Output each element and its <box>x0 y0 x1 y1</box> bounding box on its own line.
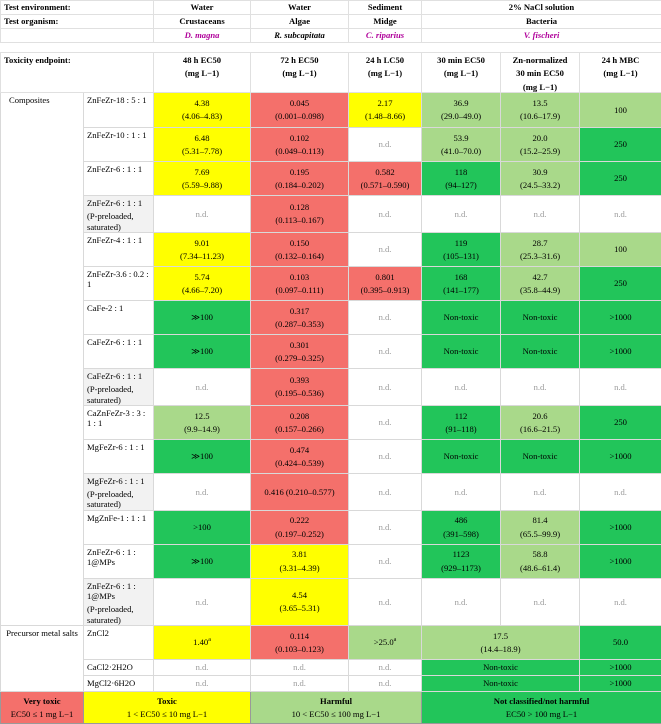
sample-name: ZnFeZr-6 : 1 : 1@MPs (P-preloaded, saturated) <box>84 578 154 625</box>
org-midge: Midge <box>349 15 422 29</box>
value-cell: Non-toxic <box>422 334 501 368</box>
value-cell: 119 (105–131) <box>422 232 501 266</box>
env-water-2: Water <box>251 1 349 15</box>
value-cell: 2.17 (1.48–8.66) <box>349 92 422 127</box>
sample-name: ZnFeZr-6 : 1 : 1 <box>84 161 154 195</box>
value-cell: n.d. <box>154 368 251 405</box>
value-cell: 7.69 (5.59–9.88) <box>154 161 251 195</box>
group-label-composites: Composites <box>1 92 84 625</box>
value-cell: 168 (141–177) <box>422 266 501 300</box>
value-cell: 0.801 (0.395–0.913) <box>349 266 422 300</box>
value-cell: ≫100 <box>154 439 251 473</box>
value-cell: 0.582 (0.571–0.590) <box>349 161 422 195</box>
value-cell: ≫100 <box>154 334 251 368</box>
sample-name: ZnFeZr-10 : 1 : 1 <box>84 127 154 161</box>
table-row <box>1 266 661 300</box>
table-row <box>1 300 661 334</box>
value-cell: n.d. <box>349 368 422 405</box>
table-row <box>1 92 661 127</box>
table-row <box>1 626 661 660</box>
value-cell: n.d. <box>154 660 251 676</box>
value-cell: 0.114 (0.103–0.123) <box>251 626 349 660</box>
value-cell: 0.317 (0.287–0.353) <box>251 300 349 334</box>
value-cell: >1000 <box>580 676 661 692</box>
legend-very-toxic: Very toxic EC50 ≤ 1 mg L−1 <box>1 692 84 724</box>
value-cell: n.d. <box>251 676 349 692</box>
legend-harmful: Harmful 10 < EC50 ≤ 100 mg L−1 <box>251 692 422 724</box>
value-cell: 0.102 (0.049–0.113) <box>251 127 349 161</box>
endpoint-label: Toxicity endpoint: <box>1 53 154 93</box>
header-row-species <box>1 29 661 43</box>
table-row <box>1 195 661 232</box>
endpoint-24h-lc: 24 h LC50 (mg L−1) <box>349 53 422 93</box>
header-spacer <box>1 43 661 53</box>
table-row <box>1 405 661 439</box>
value-cell: n.d. <box>580 368 661 405</box>
value-cell: n.d. <box>154 676 251 692</box>
value-cell: >1000 <box>580 510 661 544</box>
value-cell: 9.01 (7.34–11.23) <box>154 232 251 266</box>
table-row <box>1 439 661 473</box>
table-row <box>1 232 661 266</box>
value-cell: 17.5 (14.4–18.9) <box>422 626 580 660</box>
endpoint-24h-mbc: 24 h MBC (mg L−1) <box>580 53 661 93</box>
value-cell: ≫100 <box>154 544 251 578</box>
table-row <box>1 161 661 195</box>
value-cell: 28.7 (25.3–31.6) <box>501 232 580 266</box>
value-cell: >1000 <box>580 334 661 368</box>
sample-name: ZnFeZr-6 : 1 : 1@MPs <box>84 544 154 578</box>
value-cell: n.d. <box>154 195 251 232</box>
value-cell: 50.0 <box>580 626 661 660</box>
sample-name: MgFeZr-6 : 1 : 1 (P-preloaded, saturated) <box>84 473 154 510</box>
value-cell: 0.045 (0.001–0.098) <box>251 92 349 127</box>
value-cell: >1000 <box>580 660 661 676</box>
value-cell: Non-toxic <box>501 300 580 334</box>
value-cell: Non-toxic <box>501 439 580 473</box>
value-cell: n.d. <box>580 473 661 510</box>
value-cell: 42.7 (35.8–44.9) <box>501 266 580 300</box>
value-cell: 4.54 (3.65–5.31) <box>251 578 349 625</box>
sample-name: CaFe-2 : 1 <box>84 300 154 334</box>
table-row <box>1 578 661 625</box>
value-cell: Non-toxic <box>422 660 580 676</box>
env-label: Test environment: <box>1 1 154 15</box>
sample-name: MgZnFe-1 : 1 : 1 <box>84 510 154 544</box>
value-cell: n.d. <box>349 439 422 473</box>
env-nacl: 2% NaCl solution <box>422 1 661 15</box>
org-algae: Algae <box>251 15 349 29</box>
value-cell: Non-toxic <box>422 300 501 334</box>
value-cell: 36.9 (29.0–49.0) <box>422 92 501 127</box>
table-row <box>1 660 661 676</box>
table-row <box>1 473 661 510</box>
header-row-organism <box>1 15 661 29</box>
value-cell: >1000 <box>580 439 661 473</box>
value-cell: n.d. <box>501 195 580 232</box>
table-row <box>1 127 661 161</box>
endpoint-zn-normalized: Zn-normalized 30 min EC50 (mg L−1) <box>501 53 580 93</box>
value-cell: n.d. <box>251 660 349 676</box>
endpoint-72h: 72 h EC50 (mg L−1) <box>251 53 349 93</box>
value-cell: n.d. <box>349 473 422 510</box>
value-cell: >100 <box>154 510 251 544</box>
value-cell: 53.9 (41.0–70.0) <box>422 127 501 161</box>
sample-name: MgFeZr-6 : 1 : 1 <box>84 439 154 473</box>
value-cell: n.d. <box>349 660 422 676</box>
value-cell: 1.40$^a$ <box>154 626 251 660</box>
species-r-subcapitata: R. subcapitata <box>251 29 349 43</box>
value-cell: 1123 (929–1173) <box>422 544 501 578</box>
env-water-1: Water <box>154 1 251 15</box>
value-cell: 4.38 (4.06–4.83) <box>154 92 251 127</box>
table-row <box>1 334 661 368</box>
value-cell: 250 <box>580 405 661 439</box>
sample-name: CaFeZr-6 : 1 : 1 <box>84 334 154 368</box>
value-cell: 0.208 (0.157–0.266) <box>251 405 349 439</box>
value-cell: 100 <box>580 92 661 127</box>
value-cell: 3.81 (3.31–4.39) <box>251 544 349 578</box>
value-cell: n.d. <box>422 473 501 510</box>
value-cell: 30.9 (24.5–33.2) <box>501 161 580 195</box>
value-cell: n.d. <box>349 127 422 161</box>
header-row-endpoint <box>1 53 661 93</box>
sample-name: ZnFeZr-3.6 : 0.2 : 1 <box>84 266 154 300</box>
value-cell: n.d. <box>580 195 661 232</box>
sample-name: ZnFeZr-6 : 1 : 1 (P-preloaded, saturated) <box>84 195 154 232</box>
value-cell: n.d. <box>349 405 422 439</box>
group-label-precursor: Precursor metal salts <box>1 626 84 692</box>
value-cell: ≫100 <box>154 300 251 334</box>
value-cell: n.d. <box>501 368 580 405</box>
value-cell: 0.393 (0.195–0.536) <box>251 368 349 405</box>
sample-name: ZnFeZr-4 : 1 : 1 <box>84 232 154 266</box>
org-bacteria: Bacteria <box>422 15 661 29</box>
value-cell: n.d. <box>580 578 661 625</box>
value-cell: 0.474 (0.424–0.539) <box>251 439 349 473</box>
salt-name: CaCl2·2H2O <box>84 660 154 676</box>
value-cell: 5.74 (4.66–7.20) <box>154 266 251 300</box>
value-cell: 0.150 (0.132–0.164) <box>251 232 349 266</box>
value-cell: n.d. <box>349 195 422 232</box>
value-cell: Non-toxic <box>422 676 580 692</box>
value-cell: 100 <box>580 232 661 266</box>
header-row-environment <box>1 1 661 15</box>
value-cell: n.d. <box>422 578 501 625</box>
legend-not-classified: Not classified/not harmful EC50 > 100 mg L−1 <box>422 692 661 724</box>
sample-name: CaZnFeZr-3 : 3 : 1 : 1 <box>84 405 154 439</box>
value-cell: >1000 <box>580 544 661 578</box>
value-cell: n.d. <box>349 510 422 544</box>
value-cell: n.d. <box>349 676 422 692</box>
value-cell: 20.0 (15.2–25.9) <box>501 127 580 161</box>
value-cell: 81.4 (65.5–99.9) <box>501 510 580 544</box>
value-cell: 58.8 (48.6–61.4) <box>501 544 580 578</box>
value-cell: 250 <box>580 161 661 195</box>
value-cell: 13.5 (10.6–17.9) <box>501 92 580 127</box>
species-d-magna: D. magna <box>154 29 251 43</box>
table-row <box>1 368 661 405</box>
value-cell: Non-toxic <box>501 334 580 368</box>
value-cell: 0.103 (0.097–0.111) <box>251 266 349 300</box>
value-cell: n.d. <box>154 473 251 510</box>
table-row <box>1 676 661 692</box>
value-cell: n.d. <box>349 232 422 266</box>
value-cell: 20.6 (16.6–21.5) <box>501 405 580 439</box>
table-row <box>1 544 661 578</box>
value-cell: Non-toxic <box>422 439 501 473</box>
legend-toxic: Toxic 1 < EC50 ≤ 10 mg L−1 <box>84 692 251 724</box>
endpoint-48h: 48 h EC50 (mg L−1) <box>154 53 251 93</box>
value-cell: 0.128 (0.113–0.167) <box>251 195 349 232</box>
value-cell: 250 <box>580 127 661 161</box>
value-cell: n.d. <box>349 300 422 334</box>
value-cell: 0.301 (0.279–0.325) <box>251 334 349 368</box>
value-cell: >25.0$^a$ <box>349 626 422 660</box>
sample-name: CaFeZr-6 : 1 : 1 (P-preloaded, saturated) <box>84 368 154 405</box>
legend-row <box>1 692 661 724</box>
value-cell: 6.48 (5.31–7.78) <box>154 127 251 161</box>
value-cell: 118 (94–127) <box>422 161 501 195</box>
env-sediment: Sediment <box>349 1 422 15</box>
table-row <box>1 510 661 544</box>
value-cell: n.d. <box>422 368 501 405</box>
value-cell: 486 (391–598) <box>422 510 501 544</box>
sample-name: ZnFeZr-18 : 5 : 1 <box>84 92 154 127</box>
species-v-fischeri: V. fischeri <box>422 29 661 43</box>
value-cell: n.d. <box>349 578 422 625</box>
org-label: Test organism: <box>1 15 154 29</box>
value-cell: 112 (91–118) <box>422 405 501 439</box>
value-cell: 250 <box>580 266 661 300</box>
value-cell: n.d. <box>501 473 580 510</box>
value-cell: n.d. <box>501 578 580 625</box>
value-cell: >1000 <box>580 300 661 334</box>
value-cell: n.d. <box>422 195 501 232</box>
value-cell: n.d. <box>349 334 422 368</box>
value-cell: 0.195 (0.184–0.202) <box>251 161 349 195</box>
salt-name: MgCl2·6H2O <box>84 676 154 692</box>
endpoint-30min: 30 min EC50 (mg L−1) <box>422 53 501 93</box>
org-crustaceans: Crustaceans <box>154 15 251 29</box>
salt-name: ZnCl2 <box>84 626 154 660</box>
value-cell: n.d. <box>154 578 251 625</box>
value-cell: 12.5 (9.9–14.9) <box>154 405 251 439</box>
value-cell: 0.222 (0.197–0.252) <box>251 510 349 544</box>
value-cell: 0.416 (0.210–0.577) <box>251 473 349 510</box>
value-cell: n.d. <box>349 544 422 578</box>
species-c-riparius: C. riparius <box>349 29 422 43</box>
